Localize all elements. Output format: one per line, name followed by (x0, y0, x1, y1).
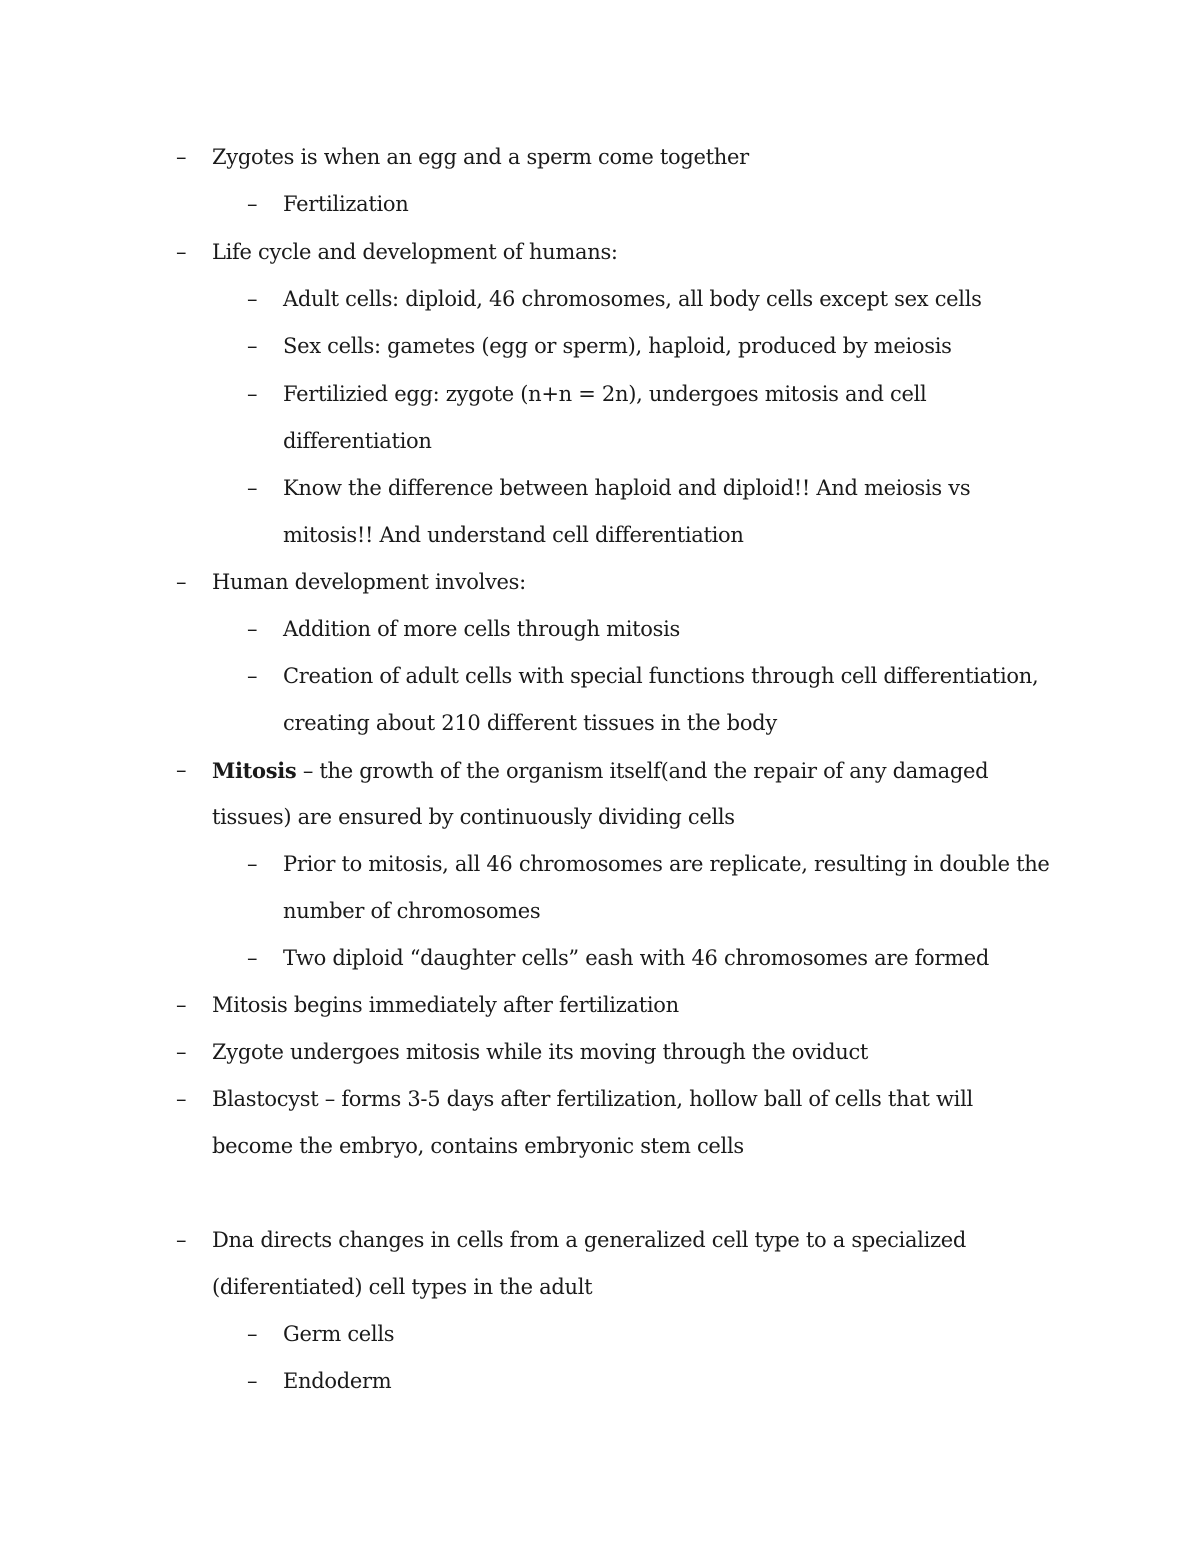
list-item: Life cycle and development of humans: (212, 240, 618, 264)
bullet-dash: – (247, 617, 258, 641)
list-item: Fertilizied egg: zygote (n+n = 2n), undergoes mitosis and cell (283, 382, 927, 406)
list-item: Two diploid “daughter cells” eash with 46 chromosomes are formed (283, 946, 990, 970)
bullet-dash: – (176, 1087, 187, 1111)
list-item-continuation: become the embryo, contains embryonic stem cells (212, 1134, 744, 1158)
bullet-dash: – (176, 145, 187, 169)
list-item-continuation: mitosis!! And understand cell differentiation (283, 523, 744, 547)
list-item: Know the difference between haploid and diploid!! And meiosis vs (283, 476, 971, 500)
list-item-continuation: tissues) are ensured by continuously dividing cells (212, 805, 735, 829)
bullet-dash: – (247, 287, 258, 311)
list-item: Fertilization (283, 192, 409, 216)
bullet-dash: – (247, 1369, 258, 1393)
bullet-dash: – (247, 382, 258, 406)
list-item: Addition of more cells through mitosis (283, 617, 681, 641)
bullet-dash: – (247, 476, 258, 500)
definition-text: – the growth of the organism itself(and the repair of any damaged (296, 759, 989, 783)
list-item: Adult cells: diploid, 46 chromosomes, all body cells except sex cells (283, 287, 982, 311)
bullet-dash: – (247, 946, 258, 970)
list-item: Sex cells: gametes (egg or sperm), haploid, produced by meiosis (283, 334, 952, 358)
bullet-dash: – (176, 240, 187, 264)
list-item: Human development involves: (212, 570, 526, 594)
bullet-dash: – (176, 993, 187, 1017)
list-item: Germ cells (283, 1322, 395, 1346)
bullet-dash: – (176, 758, 187, 782)
list-item: Endoderm (283, 1369, 392, 1393)
list-item-continuation: creating about 210 different tissues in the body (283, 711, 777, 735)
bullet-dash: – (247, 334, 258, 358)
list-item: Prior to mitosis, all 46 chromosomes are replicate, resulting in double the (283, 852, 1050, 876)
term-mitosis: Mitosis (212, 758, 297, 783)
bullet-dash: – (247, 664, 258, 688)
list-item-continuation: (diferentiated) cell types in the adult (212, 1275, 593, 1299)
list-item: Zygote undergoes mitosis while its moving through the oviduct (212, 1040, 869, 1064)
bullet-dash: – (247, 852, 258, 876)
list-item: Dna directs changes in cells from a generalized cell type to a specialized (212, 1228, 967, 1252)
list-item (212, 747, 988, 795)
bullet-dash: – (176, 570, 187, 594)
bullet-dash: – (247, 1322, 258, 1346)
list-item-continuation: differentiation (283, 429, 432, 453)
list-item: Blastocyst – forms 3-5 days after fertilization, hollow ball of cells that will (212, 1087, 973, 1111)
bullet-dash: – (176, 1040, 187, 1064)
list-item: Zygotes is when an egg and a sperm come together (212, 145, 749, 169)
list-item: Creation of adult cells with special functions through cell differentiation, (283, 664, 1039, 688)
list-item: Mitosis begins immediately after fertilization (212, 993, 679, 1017)
bullet-dash: – (176, 1228, 187, 1252)
list-item-continuation: number of chromosomes (283, 899, 541, 923)
bullet-dash: – (247, 192, 258, 216)
